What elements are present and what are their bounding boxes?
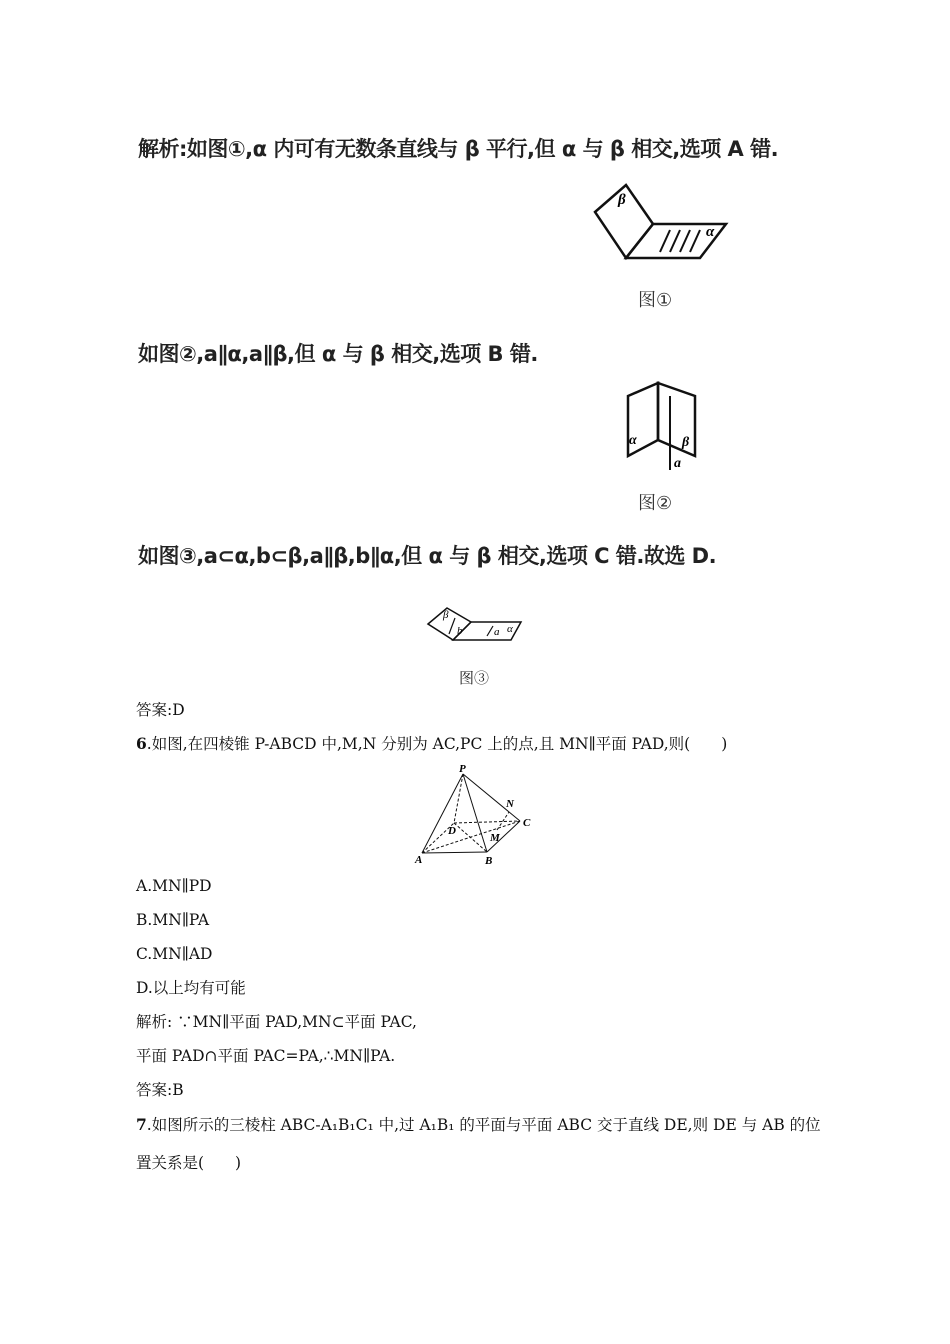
- figure-1: [590, 182, 730, 262]
- label-N: N: [506, 798, 514, 810]
- analysis-line-3: 如图③,a⊂α,b⊂β,a∥β,b∥α,但 α 与 β 相交,选项 C 错.故选 D.: [138, 544, 717, 568]
- q7-stem-line-2: 置关系是( ): [136, 1154, 242, 1172]
- q6-option-d: D.以上均有可能: [136, 979, 246, 997]
- q6-analysis-1: 解析: ∵MN∥平面 PAD,MN⊂平面 PAC,: [136, 1013, 417, 1031]
- label-M: M: [490, 832, 500, 844]
- fig3-caption: 图③: [459, 669, 490, 687]
- q7-stem-text: .如图所示的三棱柱 ABC-A₁B₁C₁ 中,过 A₁B₁ 的平面与平面 ABC 交于直线 DE,则 DE 与 AB 的位: [146, 1116, 821, 1134]
- fig2-beta-label: β: [682, 435, 690, 450]
- analysis-line-1: 解析:如图①,α 内可有无数条直线与 β 平行,但 α 与 β 相交,选项 A 错.: [138, 137, 779, 161]
- fig2-alpha-label: α: [629, 433, 637, 448]
- fig3-a-label: a: [494, 626, 500, 638]
- label-C: C: [523, 817, 531, 829]
- q6-option-b: B.MN∥PA: [136, 911, 210, 929]
- fig3-alpha-label: α: [507, 623, 513, 635]
- q6-option-a: A.MN∥PD: [136, 877, 212, 895]
- q6-analysis-2: 平面 PAD∩平面 PAC=PA,∴MN∥PA.: [136, 1047, 396, 1065]
- fig3-beta-label: β: [443, 609, 449, 621]
- q6-option-c: C.MN∥AD: [136, 945, 213, 963]
- fig1-beta-label: β: [618, 192, 626, 208]
- fig2-a-label: a: [674, 456, 681, 471]
- label-D: D: [448, 825, 456, 837]
- analysis-line-2: 如图②,a∥α,a∥β,但 α 与 β 相交,选项 B 错.: [138, 342, 538, 366]
- q6-stem-text: .如图,在四棱锥 P-ABCD 中,M,N 分别为 AC,PC 上的点,且 MN∥平面 PAD,则( ): [146, 735, 728, 753]
- q7-stem-line-1: [136, 1115, 821, 1135]
- figure-2: [620, 380, 700, 472]
- q7-number: 7: [136, 1115, 147, 1134]
- label-A: A: [415, 854, 423, 866]
- figure-pyramid: [410, 762, 545, 870]
- figure-3: [425, 604, 525, 646]
- fig1-alpha-label: α: [706, 224, 715, 240]
- fig3-b-label: b: [457, 625, 463, 637]
- q6-number: 6: [136, 734, 147, 753]
- label-P: P: [459, 763, 466, 775]
- label-B: B: [485, 855, 493, 867]
- q6-answer: 答案:B: [136, 1081, 184, 1099]
- fig1-caption: 图①: [638, 290, 673, 311]
- q6-stem: [136, 734, 727, 754]
- fig2-caption: 图②: [638, 493, 673, 514]
- q5-answer: 答案:D: [136, 701, 185, 719]
